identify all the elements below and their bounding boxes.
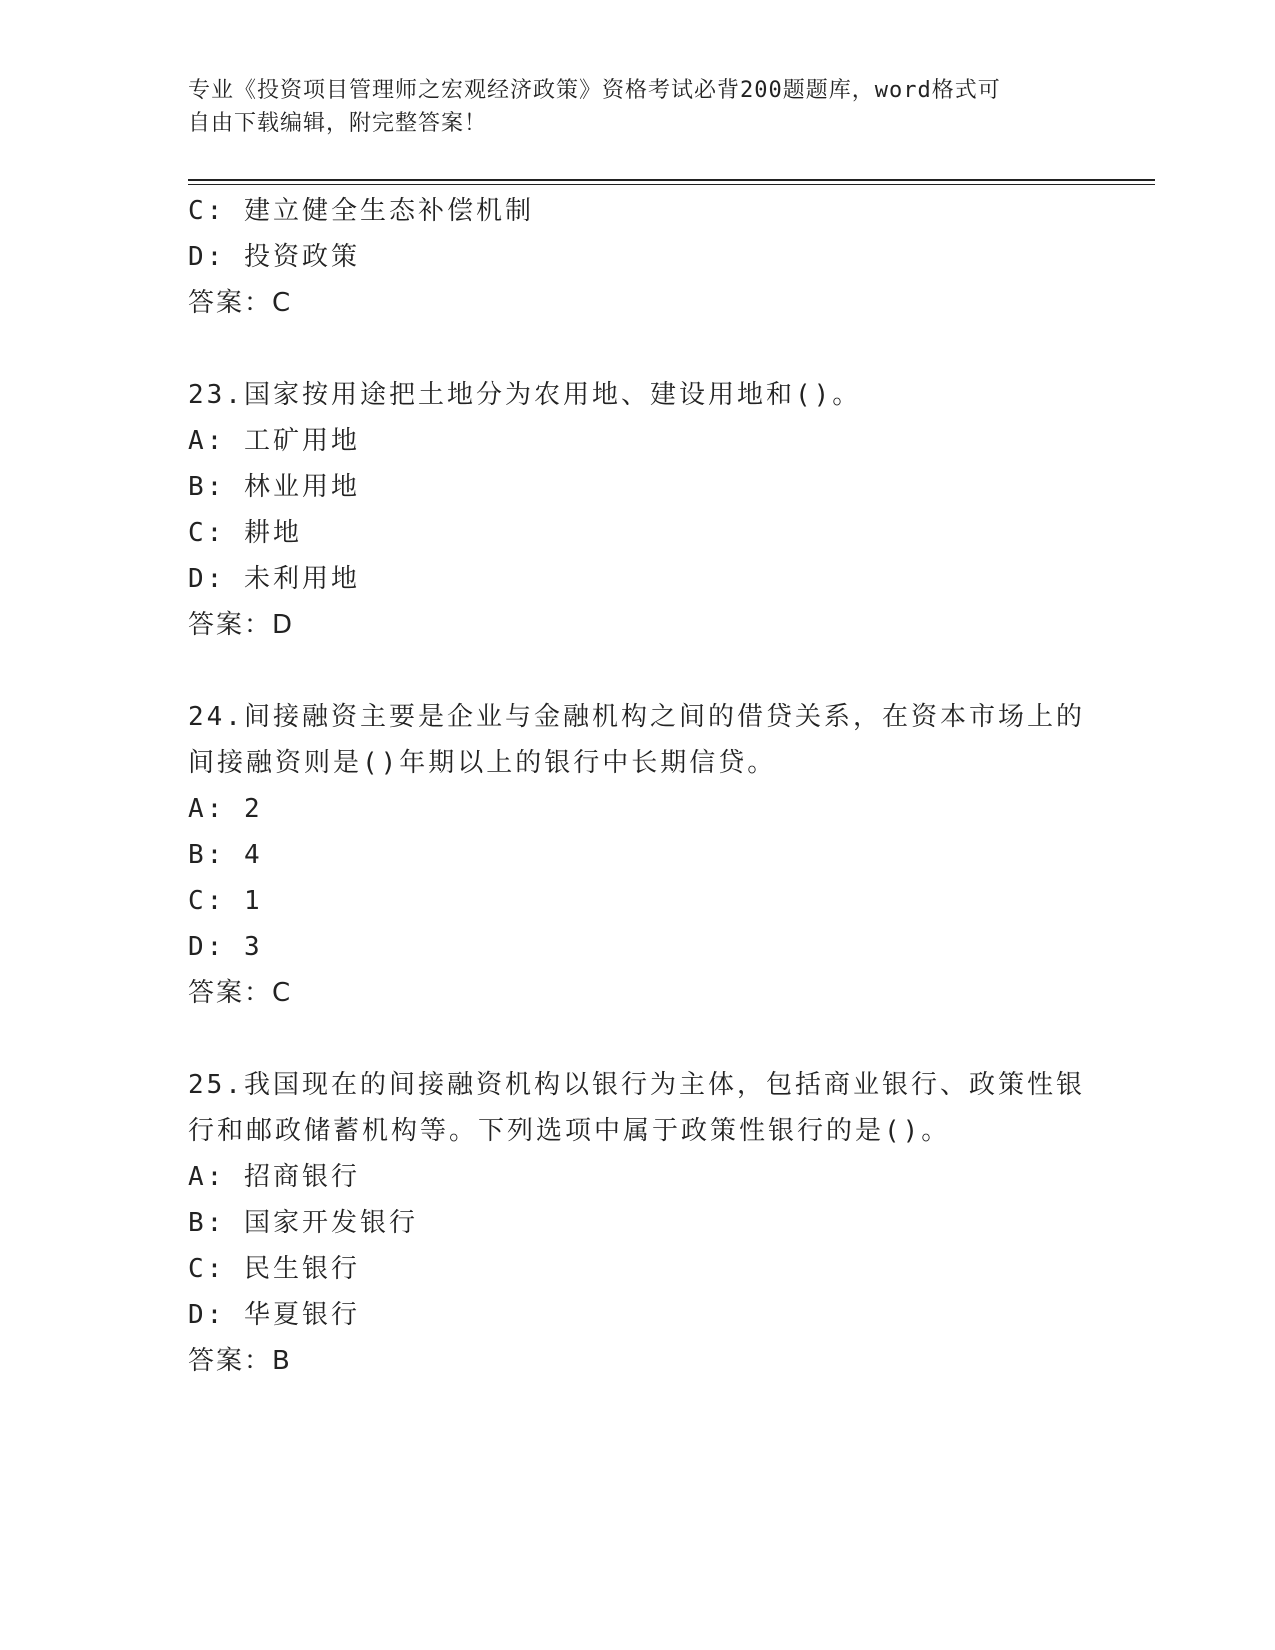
option-label: B: bbox=[188, 472, 226, 502]
answer-line: 答案：C bbox=[188, 978, 293, 1008]
question-fragment bbox=[188, 188, 1088, 326]
option-label: B: bbox=[188, 1208, 226, 1238]
question-list bbox=[188, 188, 1088, 1384]
question-stem-line-2: 行和邮政储蓄机构等。下列选项中属于政策性银行的是()。 bbox=[188, 1116, 951, 1146]
option-b bbox=[188, 1200, 1088, 1246]
answer-line: 答案：C bbox=[188, 288, 293, 318]
option-label: C: bbox=[188, 1254, 226, 1284]
option-label: D: bbox=[188, 1300, 226, 1330]
option-label: A: bbox=[188, 794, 226, 824]
option-c bbox=[188, 878, 1088, 924]
option-text: 华夏银行 bbox=[243, 1300, 360, 1330]
answer-line: 答案：D bbox=[188, 610, 295, 640]
option-d bbox=[188, 1292, 1088, 1338]
option-text: 2 bbox=[243, 794, 263, 824]
option-text: 招商银行 bbox=[243, 1162, 360, 1192]
option-label: D: bbox=[188, 242, 226, 272]
option-label: D: bbox=[188, 564, 226, 594]
option-text: 建立健全生态补偿机制 bbox=[243, 196, 534, 226]
option-label: C: bbox=[188, 196, 226, 226]
option-label: B: bbox=[188, 840, 226, 870]
option-label: A: bbox=[188, 426, 226, 456]
option-label: C: bbox=[188, 518, 226, 548]
question-stem-line-1: 24.间接融资主要是企业与金融机构之间的借贷关系，在资本市场上的 bbox=[188, 702, 1085, 732]
option-c bbox=[188, 1246, 1088, 1292]
option-a bbox=[188, 786, 1088, 832]
header-title-line-2: 自由下载编辑，附完整答案！ bbox=[188, 111, 488, 136]
header-title-line-1: 专业《投资项目管理师之宏观经济政策》资格考试必背200题题库，word格式可 bbox=[188, 78, 1001, 103]
header-divider-thin bbox=[188, 184, 1155, 185]
option-d bbox=[188, 556, 1088, 602]
question-25 bbox=[188, 1062, 1088, 1384]
question-23 bbox=[188, 372, 1088, 648]
option-text: 国家开发银行 bbox=[243, 1208, 418, 1238]
option-label: D: bbox=[188, 932, 226, 962]
answer-line: 答案：B bbox=[188, 1346, 292, 1376]
option-text: 林业用地 bbox=[243, 472, 360, 502]
option-b bbox=[188, 832, 1088, 878]
option-text: 1 bbox=[243, 886, 263, 916]
option-text: 工矿用地 bbox=[243, 426, 360, 456]
option-text: 3 bbox=[243, 932, 263, 962]
option-text: 耕地 bbox=[243, 518, 302, 548]
header-divider-thick bbox=[188, 179, 1155, 181]
option-c bbox=[188, 510, 1088, 556]
option-d bbox=[188, 234, 1088, 280]
option-label: A: bbox=[188, 1162, 226, 1192]
page-header bbox=[188, 74, 1088, 140]
option-a bbox=[188, 418, 1088, 464]
option-text: 民生银行 bbox=[243, 1254, 360, 1284]
option-d bbox=[188, 924, 1088, 970]
option-c bbox=[188, 188, 1088, 234]
option-a bbox=[188, 1154, 1088, 1200]
option-b bbox=[188, 464, 1088, 510]
option-text: 未利用地 bbox=[243, 564, 360, 594]
option-text: 投资政策 bbox=[243, 242, 360, 272]
question-stem-line-1: 25.我国现在的间接融资机构以银行为主体，包括商业银行、政策性银 bbox=[188, 1070, 1085, 1100]
option-label: C: bbox=[188, 886, 226, 916]
question-24 bbox=[188, 694, 1088, 1016]
question-stem-line-2: 间接融资则是()年期以上的银行中长期信贷。 bbox=[188, 748, 777, 778]
option-text: 4 bbox=[243, 840, 263, 870]
question-stem: 23.国家按用途把土地分为农用地、建设用地和()。 bbox=[188, 380, 862, 410]
